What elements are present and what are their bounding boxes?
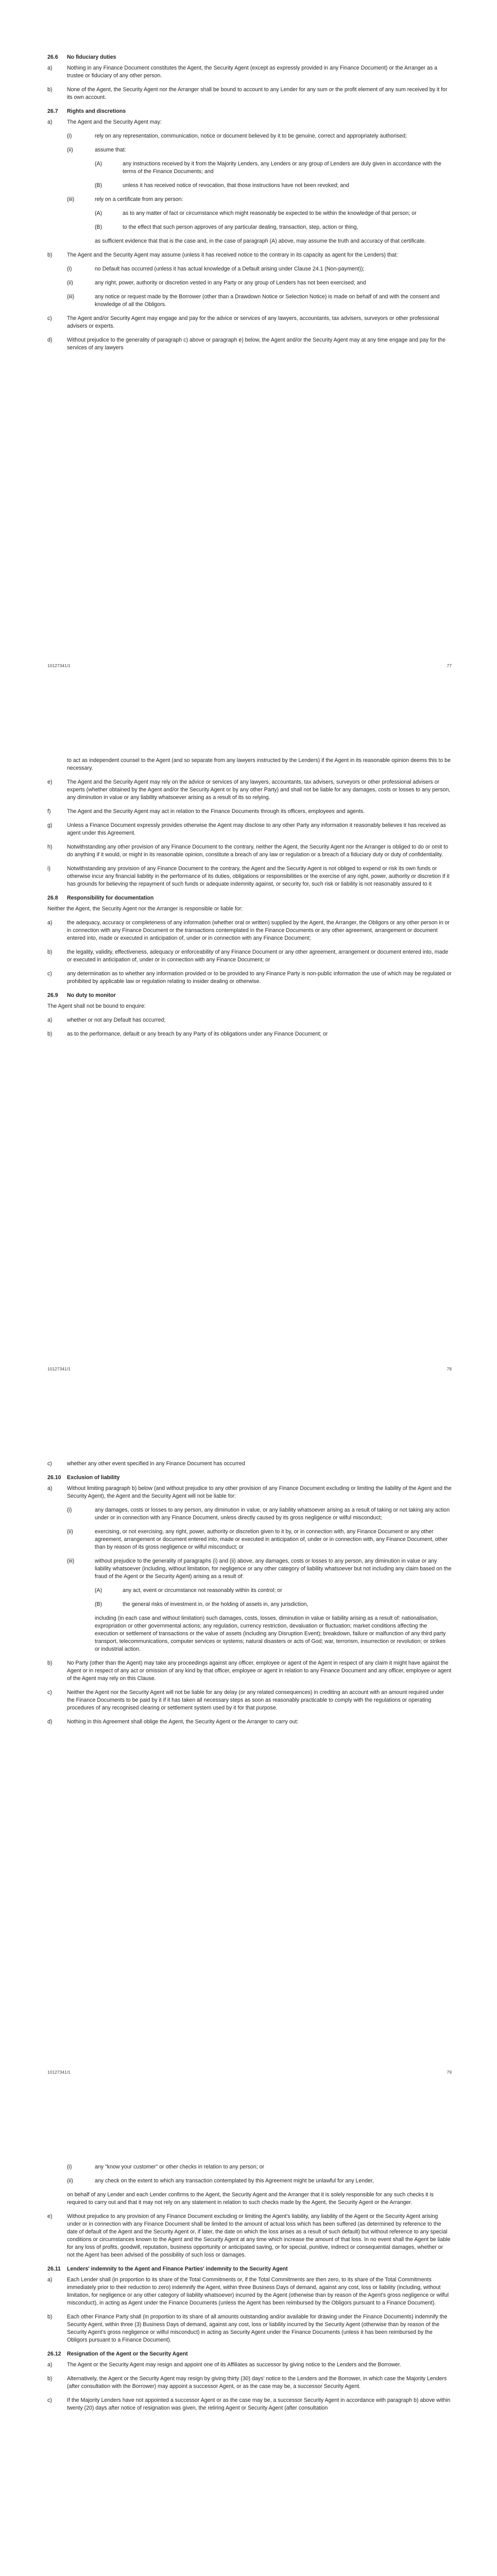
item-text: The Agent or the Security Agent may resign and appoint one of its Affiliates as successor by giving notice to the Lenders and the Borrower.	[67, 2362, 401, 2368]
item-text: Notwithstanding any other provision of any Finance Document to the contrary, neither the Agent, the Security Agent nor the Arranger is obliged to do or omit to do anything if it would, or might in its reasonable opinion, constitute a breach of any law or regulation or a breach of a fiduciary duty or duty of confidentiality.	[67, 844, 449, 858]
clause-heading	[47, 894, 452, 902]
clause-item	[47, 2361, 452, 2369]
clause-item	[47, 1030, 452, 1038]
clause-heading	[47, 2350, 452, 2358]
item-text: Nothing in this Agreement shall oblige the Agent, the Security Agent or the Arranger to carry out:	[67, 1719, 299, 1725]
clause-title: Resignation of the Agent or the Security Agent	[67, 2351, 188, 2357]
item-label: b)	[47, 87, 53, 93]
item-label: a)	[47, 119, 53, 125]
paragraph-text: Neither the Agent, the Security Agent nor the Arranger is responsible or liable for:	[47, 906, 243, 912]
item-label: b)	[47, 2376, 53, 2382]
item-text: to the effect that such person approves of any particular dealing, transaction, step, action or thing,	[123, 224, 358, 230]
item-label: a)	[47, 1485, 53, 1492]
clause-number: 26.7	[47, 108, 58, 114]
clause-item	[47, 948, 452, 964]
item-label: (A)	[95, 210, 102, 216]
clause-number: 26.12	[47, 2351, 61, 2357]
item-text: The Agent and the Security Agent may act in relation to the Finance Documents through its officers, employees and agents.	[67, 808, 365, 815]
clause-item	[47, 224, 452, 231]
item-text: The Agent and the Security Agent may rely on the advice or services of any lawyers, accountants, tax advisers, surveyors or other professional advisers or experts (whether obtained by the Agent and/or the Security Agent or by any other Party) and shall not be liable for any damages, costs or losses to any person, any diminution in value or any liability whatsoever arising as a result of its so relying.	[67, 779, 451, 801]
item-label: (i)	[67, 1507, 72, 1513]
document-page	[0, 1406, 497, 2110]
item-label: (ii)	[67, 147, 73, 153]
item-label: (iii)	[67, 196, 75, 202]
item-label: (i)	[67, 2164, 72, 2170]
clause-item	[47, 315, 452, 330]
clause-number: 26.6	[47, 54, 58, 60]
item-label: (B)	[95, 182, 102, 189]
item-text: Without prejudice to any provision of any Finance Document excluding or limiting the Agent's liability, any liability of the Agent or the Security Agent arising under or in connection with any Finance Document shall be limited to the amount of actual loss which has been suffered (as determined by reference to the date of default of the Agent and the Security Agent or, if later, the date on which the loss arises as a result of such default) but without reference to any special conditions or circumstances known to the Agent and the Security Agent at any time which increase the amount of that loss. In no event shall the Agent be liable for any loss of profits, goodwill, reputation, business opportunity or anticipated saving, or for special, punitive, indirect or consequential damages, whether or not the Agent has been advised of the possibility of such loss or damages.	[67, 2213, 451, 2258]
clause-item	[47, 757, 452, 772]
item-text: whether any other event specified in any Finance Document has occurred	[67, 1461, 245, 1467]
clause-heading	[47, 54, 452, 61]
document-page	[0, 703, 497, 1406]
item-text: any instructions received by it from the Majority Lenders, any Lenders or any group of Lenders are duly given in accordance with the terms of the Finance Documents; and	[123, 161, 441, 175]
item-label: c)	[47, 971, 52, 977]
clause-item	[47, 336, 452, 352]
clause-item	[47, 251, 452, 259]
item-text: the general risks of investment in, or the holding of assets in, any jurisdiction,	[123, 1601, 309, 1607]
clause-item	[47, 2276, 452, 2307]
paragraph-text: The Agent shall not be bound to enquire:	[47, 1003, 146, 1009]
item-text: any act, event or circumstance not reasonably within its control; or	[123, 1587, 282, 1594]
item-text: including (in each case and without limitation) such damages, costs, losses, diminution in value or liability arising as a result of: nationalisation, expropriation or other governmental actions; any regulation, currency restriction, devaluation or fluctuation; market conditions affecting the execution or settlement of transactions or the value of assets (including any Disruption Event); breakdown, failure or malfunction of any third party transport, telecommunications, computer services or systems; natural disasters or acts of God; war, terrorism, insurrection or revolution; or strikes or industrial action.	[95, 1615, 446, 1652]
item-label: f)	[47, 808, 51, 815]
clause-item	[47, 86, 452, 101]
item-text: any right, power, authority or discretion vested in any Party or any group of Lenders has not been exercised; and	[95, 280, 366, 286]
clause-number: 26.11	[47, 2266, 61, 2272]
item-text: without prejudice to the generality of paragraphs (i) and (ii) above, any damages, costs or losses to any person, any diminution in value or any liability whatsoever (including, without limitation, for negligence or any other category of liability whatsoever but not including any claim based on the fraud of the Agent or the Security Agent) arising as a result of:	[95, 1558, 452, 1580]
clause-item	[47, 265, 452, 273]
item-label: b)	[47, 949, 53, 955]
item-text: Notwithstanding any provision of any Finance Document to the contrary, the Agent and the Security Agent is not obliged to expend or risk its own funds or otherwise incur any financial liability in the performance of its duties, obligations or responsibilities or the exercise of any right, power, authority or discretion if it has grounds for believing the repayment of such funds or adequate indemnity against, or security for, such risk or liability is not reasonably assured to it	[67, 866, 450, 887]
clause-title: Lenders' indemnity to the Agent and Finance Parties' indemnity to the Security Agent	[67, 2266, 288, 2272]
item-text: Without limiting paragraph b) below (and without prejudice to any other provision of any Finance Document excluding or limiting the liability of the Agent and the Security Agent), the Agent and the Security Agent will not be liable for:	[67, 1485, 452, 1499]
item-label: i)	[47, 866, 50, 872]
clause-item	[47, 1528, 452, 1551]
doc-reference: 10127341/1	[47, 663, 71, 668]
page-number: 79	[447, 2070, 452, 2075]
clause-heading	[47, 992, 452, 999]
clause-item	[47, 210, 452, 217]
clause-item	[47, 808, 452, 816]
item-label: b)	[47, 2314, 53, 2320]
clause-item	[47, 160, 452, 176]
clause-heading	[47, 108, 452, 115]
item-label: c)	[47, 315, 52, 321]
page-footer	[47, 662, 452, 670]
item-text: any "know your customer" or other checks in relation to any person; or	[95, 2164, 265, 2170]
item-text: Each Lender shall (in proportion to its share of the Total Commitments or, if the Total Commitments are then zero, to its share of the Total Commitments immediately prior to their reduction to zero) indemnify the Agent, within three Business Days of demand, against any cost, loss or liability (including, without limitation, for negligence or any other category of liability whatsoever) incurred by the Agent (otherwise than by reason of the Agent's gross negligence or wilful misconduct), in acting as Agent under the Finance Documents (unless the Agent has been reimbursed by the Obligors pursuant to a Finance Document).	[67, 2277, 449, 2306]
item-text: any notice or request made by the Borrower (other than a Drawdown Notice or Selection Notice) is made on behalf of and with the consent and knowledge of all the Obligors.	[95, 294, 440, 308]
item-label: (iii)	[67, 294, 75, 300]
clause-item	[47, 196, 452, 204]
item-label: b)	[47, 252, 53, 258]
paragraph	[47, 1003, 452, 1010]
clause-item	[47, 1460, 452, 1468]
page-number: 77	[447, 663, 452, 668]
clause-item	[47, 118, 452, 126]
doc-reference: 10127341/1	[47, 2070, 71, 2075]
clause-item	[47, 822, 452, 837]
item-text: None of the Agent, the Security Agent nor the Arranger shall be bound to account to any Lender for any sum or the profit element of any sum received by it for its own account.	[67, 87, 448, 100]
item-label: a)	[47, 1017, 53, 1023]
clause-item	[47, 1615, 452, 1653]
item-label: d)	[47, 337, 53, 343]
item-label: (A)	[95, 1587, 102, 1594]
item-text: The Agent and/or Security Agent may engage and pay for the advice or services of any lawyers, accountants, tax advisers, surveyors or other professional advisers or experts.	[67, 315, 439, 329]
clause-item	[47, 182, 452, 190]
clause-heading	[47, 1474, 452, 1482]
clause-item	[47, 1659, 452, 1683]
item-label: g)	[47, 822, 53, 828]
item-text: as to the performance, default or any breach by any Party of its obligations under any Finance Document; or	[67, 1031, 328, 1037]
item-label: a)	[47, 2362, 53, 2368]
clause-title: No fiduciary duties	[67, 54, 116, 60]
item-text: The Agent and the Security Agent may:	[67, 119, 162, 125]
clause-item	[47, 146, 452, 154]
item-label: a)	[47, 920, 53, 926]
clause-item	[47, 970, 452, 986]
item-text: The Agent and the Security Agent may assume (unless it has received notice to the contrary in its capacity as agent for the Lenders) that:	[67, 252, 398, 258]
document-page	[0, 2110, 497, 2576]
paragraph	[47, 905, 452, 913]
clause-item	[47, 1506, 452, 1522]
clause-item	[47, 132, 452, 140]
item-text: Neither the Agent nor the Security Agent will not be liable for any delay (or any related consequences) in crediting an account with an amount required under the Finance Documents to be paid by it if it has taken all necessary steps as soon as reasonably practicable to comply with the regulations or operating procedures of any recognised clearing or settlement system used by it for that purpose.	[67, 1689, 444, 1711]
item-text: No Party (other than the Agent) may take any proceedings against any officer, employee or agent of the Agent in respect of any claim it might have against the Agent or in respect of any act or omission of any kind by that officer, employee or agent in relation to any Finance Document and any officer, employee or agent of the Agent may rely on this Clause.	[67, 1660, 452, 1682]
item-label: e)	[47, 779, 53, 785]
clause-item	[47, 843, 452, 859]
item-label: (ii)	[67, 2178, 73, 2184]
clause-item	[47, 2191, 452, 2207]
item-label: b)	[47, 1031, 53, 1037]
clause-item	[47, 2313, 452, 2344]
clause-item	[47, 865, 452, 888]
clause-item	[47, 1718, 452, 1726]
clause-item	[47, 2397, 452, 2412]
item-label: (iii)	[67, 1558, 75, 1564]
clause-number: 26.8	[47, 895, 58, 901]
item-text: as to any matter of fact or circumstance which might reasonably be expected to be within the knowledge of that person; or	[123, 210, 417, 216]
item-text: to act as independent counsel to the Agent (and so separate from any lawyers instructed by the Lenders) if the Agent in its reasonable opinion deems this to be necessary.	[67, 757, 451, 771]
item-text: the adequacy, accuracy or completeness of any information (whether oral or written) supplied by the Agent, the Arranger, the Obligors or any other person in or in connection with any Finance Document or the transactions contemplated in the Finance Documents or any other agreement, arrangement or document entered into, made or executed in anticipation of, under or in connection with any Finance Document;	[67, 920, 450, 941]
page-number: 78	[447, 1366, 452, 1371]
clause-item	[47, 1557, 452, 1581]
clause-item	[47, 1689, 452, 1712]
clause-item	[47, 293, 452, 309]
item-label: a)	[47, 2277, 53, 2283]
item-label: c)	[47, 2397, 52, 2403]
item-label: (A)	[95, 161, 102, 167]
clause-title: Responsibility for documentation	[67, 895, 154, 901]
item-text: unless it has received notice of revocation, that those instructions have not been revoked; and	[123, 182, 349, 189]
item-label: (ii)	[67, 280, 73, 286]
item-text: the legality, validity, effectiveness, adequacy or enforceability of any Finance Document or any other agreement, arrangement or document entered into, made or executed in anticipation of, under or in connection with any Finance Document; or	[67, 949, 449, 963]
item-text: any damages, costs or losses to any person, any diminution in value, or any liability whatsoever arising as a result of taking or not taking any action under or in connection with any Finance Document, unless directly caused by its gross negligence or wilful misconduct;	[95, 1507, 450, 1521]
clause-item	[47, 2213, 452, 2259]
page-footer	[47, 2069, 452, 2076]
clause-item	[47, 2163, 452, 2171]
item-text: whether or not any Default has occurred;	[67, 1017, 166, 1023]
item-label: b)	[47, 1660, 53, 1666]
item-text: no Default has occurred (unless it has actual knowledge of a Default arising under Clause 24.1 (Non-payment));	[95, 266, 365, 272]
item-text: Without prejudice to the generality of paragraph c) above or paragraph e) below, the Agent and/or the Security Agent may at any time engage and pay for the services of any lawyers	[67, 337, 445, 351]
clause-number: 26.9	[47, 992, 58, 998]
item-text: If the Majority Lenders have not appointed a successor Agent or as the case may be, a successor Security Agent in accordance with paragraph b) above within twenty (20) days after notice of resignation was given, the retiring Agent or Security Agent (after consultation	[67, 2397, 451, 2411]
clause-item	[47, 919, 452, 942]
item-text: on behalf of any Lender and each Lender confirms to the Agent, the Security Agent and the Arranger that it is solely responsible for any such checks it is required to carry out and that it may not rely on any statement in relation to such checks made by the Agent, the Security Agent or the Arranger.	[67, 2192, 434, 2206]
item-text: Nothing in any Finance Document constitutes the Agent, the Security Agent (except as expressly provided in any Finance Document) or the Arranger as a trustee or fiduciary of any other person.	[67, 65, 438, 79]
clause-item	[47, 2177, 452, 2185]
clause-item	[47, 238, 452, 245]
clause-number: 26.10	[47, 1475, 61, 1481]
item-text: rely on a certificate from any person:	[95, 196, 183, 202]
item-label: (ii)	[67, 1529, 73, 1535]
clause-item	[47, 778, 452, 802]
clause-item	[47, 1485, 452, 1500]
item-text: Alternatively, the Agent or the Security Agent may resign by giving thirty (30) days' notice to the Lenders and the Borrower, in which case the Majority Lenders (after consultation with the Borrower) may appoint a successor Agent, or as the case may be, a successor Security Agent.	[67, 2376, 447, 2389]
item-text: any check on the extent to which any transaction contemplated by this Agreement might be unlawful for any Lender,	[95, 2178, 374, 2184]
item-text: any determination as to whether any information provided or to be provided to any Finance Party is non-public information the use of which may be regulated or prohibited by applicable law or regulation relating to insider dealing or otherwise.	[67, 971, 452, 985]
item-label: h)	[47, 844, 53, 850]
item-label: (i)	[67, 266, 72, 272]
item-text: Unless a Finance Document expressly provides otherwise the Agent may disclose to any other Party any information it reasonably believes it has received as agent under this Agreement.	[67, 822, 447, 836]
document-page	[0, 0, 497, 703]
clause-title: Rights and discretions	[67, 108, 126, 114]
clause-heading	[47, 2265, 452, 2273]
item-text: assume that:	[95, 147, 126, 153]
clause-item	[47, 2375, 452, 2391]
clause-item	[47, 64, 452, 80]
item-text: rely on any representation, communication, notice or document believed by it to be genuine, correct and appropriately authorised;	[95, 133, 407, 139]
item-label: c)	[47, 1689, 52, 1696]
clause-item	[47, 1587, 452, 1595]
item-label: (i)	[67, 133, 72, 139]
item-text: exercising, or not exercising, any right, power, authority or discretion given to it by, or in connection with, any Finance Document or any other agreement, arrangement or document entered into, made or executed in anticipation of, under or in connection with, any Finance Document, other than by reason of its gross negligence or wilful misconduct; or	[95, 1529, 448, 1550]
item-text: Each other Finance Party shall (in proportion to its share of all amounts outstanding and/or available for drawing under the Finance Documents) indemnify the Security Agent, within three (3) Business Days of demand, against any cost, loss or liability incurred by the Security Agent (otherwise than by reason of the Security Agent's gross negligence or wilful misconduct) in acting as Security Agent under the Finance Documents (unless it has been reimbursed by the Obligors pursuant to a Finance Document).	[67, 2314, 448, 2343]
clause-title: Exclusion of liability	[67, 1475, 120, 1481]
clause-item	[47, 1601, 452, 1608]
clause-item	[47, 1016, 452, 1024]
item-label: (B)	[95, 1601, 102, 1607]
doc-reference: 10127341/1	[47, 1366, 71, 1371]
item-label: c)	[47, 1461, 52, 1467]
item-text: as sufficient evidence that that is the case and, in the case of paragraph (A) above, may assume the truth and accuracy of that certificate.	[95, 238, 426, 244]
page-footer	[47, 1365, 452, 1373]
item-label: d)	[47, 1719, 53, 1725]
item-label: a)	[47, 65, 53, 71]
item-label: e)	[47, 2213, 53, 2219]
item-label: (B)	[95, 224, 102, 230]
clause-title: No duty to monitor	[67, 992, 116, 998]
clause-item	[47, 279, 452, 287]
